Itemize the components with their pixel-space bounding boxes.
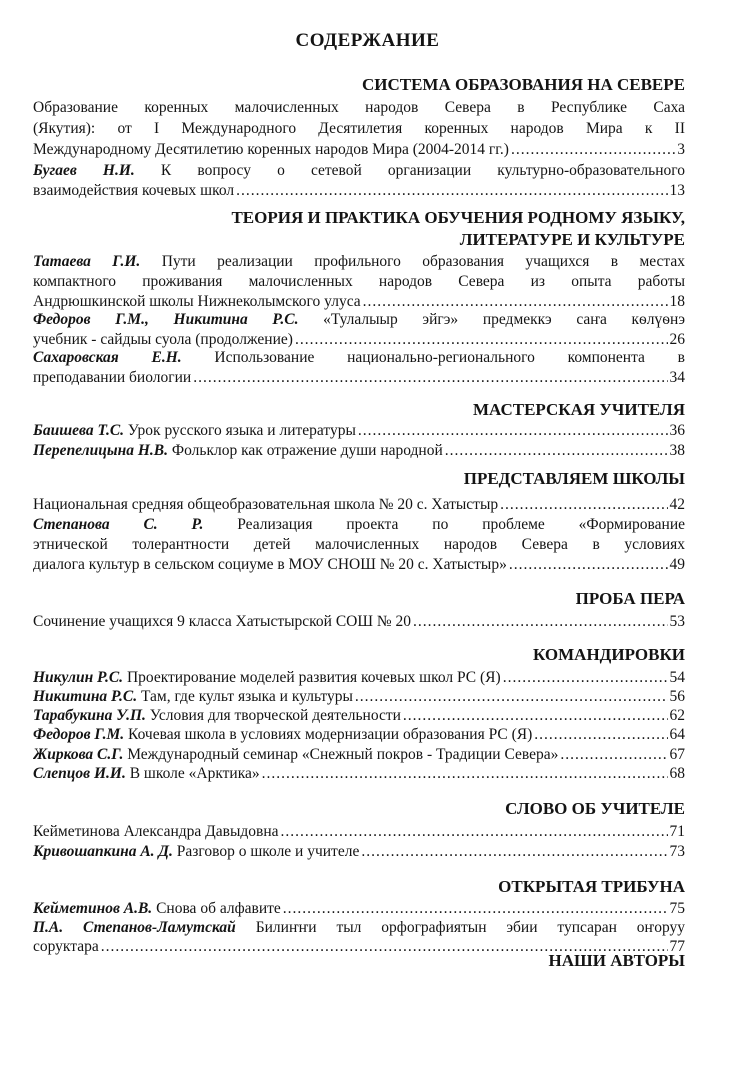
entry-text-wrap [33, 668, 501, 687]
entry-author: Федоров Г.М., Никитина Р.С. [33, 311, 299, 328]
entry-text: Образование коренных малочисленных народов Севера в Республике Саха [33, 99, 685, 116]
section-heading: СИСТЕМА ОБРАЗОВАНИЯ НА СЕВЕРЕ [361, 75, 685, 94]
entry-text-wrap [33, 181, 234, 200]
dot-leader [358, 421, 668, 440]
toc-entry-row [33, 668, 685, 687]
entry-author: Кейметинов А.В. [33, 900, 153, 917]
dot-leader [500, 495, 667, 514]
entry-text-wrap [33, 899, 281, 918]
section-heading: НАШИ АВТОРЫ [548, 951, 685, 970]
entry-author: Никулин Р.С. [33, 669, 124, 686]
entry-line [33, 310, 685, 329]
section-heading: ПРОБА ПЕРА [575, 589, 685, 608]
entry-text: Фольклор как отражение души народной [171, 442, 443, 459]
entry-text: «Тулалыыр эйгэ» предмеккэ саҥа кѳлүѳнэ [323, 311, 685, 328]
section-heading: ПРЕДСТАВЛЯЕМ ШКОЛЫ [463, 469, 685, 488]
page-number: 62 [669, 707, 685, 724]
page-number: 67 [669, 746, 685, 763]
dot-leader [363, 292, 668, 311]
entry-text: Кочевая школа в условиях модернизации образования РС (Я) [128, 726, 533, 743]
entry-author: Кривошапкина А. Д. [33, 843, 173, 860]
entry-text: Сочинение учащихся 9 класса Хатыстырской СОШ № 20 [33, 613, 412, 630]
entry-text: Национальная средняя общеобразовательная школа № 20 с. Хатыстыр [33, 496, 499, 513]
entry-text: Использование национально-регионального компонента в [214, 349, 685, 366]
entry-text: соруктара [33, 938, 99, 955]
toc-entry-row [33, 612, 685, 631]
entry-text: Снова об алфавите [156, 900, 281, 917]
entry-line [33, 161, 685, 180]
dot-leader [534, 725, 667, 744]
entry-text-wrap [33, 330, 293, 349]
page-number: 36 [669, 422, 685, 439]
entry-text-wrap [33, 495, 498, 514]
entry-author: П.А. Степанов-Ламутскай [33, 919, 236, 936]
entry-text: этнической толерантности детей малочисленных народов Севера в условиях [33, 536, 685, 553]
page-number: 13 [669, 182, 685, 199]
entry-text: компактного проживания малочисленных народов Севера из опыта работы [33, 273, 685, 290]
entry-author: Бугаев Н.И. [33, 162, 135, 179]
entry-author: Слепцов И.И. [33, 765, 126, 782]
toc-entry-row [33, 822, 685, 841]
entry-text-wrap [33, 745, 558, 764]
dot-leader [262, 764, 668, 783]
page-number: 56 [669, 688, 685, 705]
entry-text-wrap [33, 292, 361, 311]
entry-author: Татаева Г.И. [33, 253, 141, 270]
toc-entry-row [33, 725, 685, 744]
section-heading: МАСТЕРСКАЯ УЧИТЕЛЯ [472, 400, 685, 419]
dot-leader [413, 612, 667, 631]
toc-entry-row [33, 368, 685, 387]
toc-entry-row [33, 764, 685, 783]
entry-text-wrap [33, 764, 260, 783]
toc-entry-row [33, 899, 685, 918]
dot-leader [236, 181, 667, 200]
entry-text: преподавании биологии [33, 369, 192, 386]
entry-text-wrap [33, 140, 509, 159]
entry-text-wrap [33, 612, 411, 631]
entry-text: Кейметинова Александра Давыдовна [33, 823, 279, 840]
dot-leader [445, 441, 668, 460]
entry-text-wrap [33, 706, 401, 725]
dot-leader [403, 706, 668, 725]
entry-text: Там, где культ языка и культуры [140, 688, 353, 705]
section-heading: КОМАНДИРОВКИ [533, 645, 685, 664]
entry-line [33, 348, 685, 367]
entry-line [33, 535, 685, 554]
page-number: 75 [669, 900, 685, 917]
entry-text: Урок русского языка и литературы [127, 422, 356, 439]
entry-text: диалога культур в сельском социуме в МОУ СНОШ № 20 с. Хатыстыр» [33, 556, 507, 573]
entry-text: Реализация проекта по проблеме «Формирование [237, 516, 685, 533]
entry-author: Никитина Р.С. [33, 688, 138, 705]
dot-leader [283, 899, 668, 918]
toc-entry-row [33, 292, 685, 311]
entry-text: Международный семинар «Снежный покров - Традиции Севера» [127, 746, 559, 763]
dot-leader [295, 330, 668, 349]
entry-text-wrap [33, 441, 443, 460]
page-number: 68 [669, 765, 685, 782]
dot-leader [511, 140, 675, 159]
entry-line [33, 515, 685, 534]
page-number: 38 [669, 442, 685, 459]
toc-entry-row [33, 745, 685, 764]
entry-line [33, 272, 685, 291]
page-title: СОДЕРЖАНИЕ [295, 30, 440, 51]
entry-text: К вопросу о сетевой организации культурно-образовательного [160, 162, 685, 179]
entry-author: Тарабукина У.П. [33, 707, 146, 724]
entry-text: В школе «Арктика» [129, 765, 260, 782]
page-number: 3 [677, 141, 685, 158]
page-number: 49 [669, 556, 685, 573]
toc-entry-row [33, 421, 685, 440]
dot-leader [503, 668, 668, 687]
entry-author: Федоров Г.М. [33, 726, 125, 743]
entry-text-wrap [33, 555, 507, 574]
entry-text-wrap [33, 725, 532, 744]
entry-text-wrap [33, 937, 99, 956]
toc-entry-row [33, 441, 685, 460]
entry-author: Степанова С. Р. [33, 516, 204, 533]
entry-author: Баишева Т.С. [33, 422, 125, 439]
entry-text-wrap [33, 368, 191, 387]
dot-leader [281, 822, 668, 841]
entry-text-wrap [33, 687, 353, 706]
entry-text: (Якутия): от I Международного Десятилетия коренных народов Мира к II [33, 120, 685, 137]
entry-author: Сахаровская Е.Н. [33, 349, 182, 366]
entry-line [33, 252, 685, 271]
page-number: 26 [669, 331, 685, 348]
page-number: 18 [669, 293, 685, 310]
toc-entry-row [33, 181, 685, 200]
dot-leader [193, 368, 667, 387]
toc-entry-row [33, 555, 685, 574]
page-number: 34 [669, 369, 685, 386]
toc-entry-row [33, 495, 685, 514]
entry-line [33, 119, 685, 138]
toc-entry-row [33, 330, 685, 349]
page-number: 77 [669, 938, 685, 955]
entry-line [33, 918, 685, 937]
dot-leader [509, 555, 668, 574]
entry-line [33, 98, 685, 117]
entry-text: учебник - сайдыы суола (продолжение) [33, 331, 293, 348]
page-number: 64 [669, 726, 685, 743]
toc-entry-row [33, 687, 685, 706]
entry-author: Перепелицына Н.В. [33, 442, 169, 459]
section-heading: СЛОВО ОБ УЧИТЕЛЕ [505, 799, 685, 818]
dot-leader [361, 842, 667, 861]
entry-text: Андрюшкинской школы Нижнеколымского улуса [33, 293, 361, 310]
toc-entry-row [33, 842, 685, 861]
section-heading: ТЕОРИЯ И ПРАКТИКА ОБУЧЕНИЯ РОДНОМУ ЯЗЫКУ, [231, 208, 685, 227]
entry-text: Проектирование моделей развития кочевых школ РС (Я) [126, 669, 501, 686]
entry-author: Жиркова С.Г. [33, 746, 124, 763]
entry-text: взаимодействия кочевых школ [33, 182, 235, 199]
entry-text: Билиҥҥи тыл орфографиятын эбии тупсаран оҥоруу [255, 919, 685, 936]
entry-text: Разговор о школе и учителе [176, 843, 360, 860]
entry-text-wrap [33, 421, 356, 440]
toc-entry-row [33, 706, 685, 725]
dot-leader [355, 687, 668, 706]
entry-text-wrap [33, 842, 359, 861]
page-number: 73 [669, 843, 685, 860]
entry-text: Международному Десятилетию коренных народов Мира (2004-2014 гг.) [33, 141, 509, 158]
section-heading-continued: ЛИТЕРАТУРЕ И КУЛЬТУРЕ [459, 230, 685, 249]
page-number: 53 [669, 613, 685, 630]
section-heading: ОТКРЫТАЯ ТРИБУНА [498, 877, 685, 896]
entry-text-wrap [33, 822, 279, 841]
page-number: 42 [669, 496, 685, 513]
entry-text: Пути реализации профильного образования учащихся в местах [161, 253, 685, 270]
toc-entry-row [33, 140, 685, 159]
dot-leader [560, 745, 667, 764]
page-number: 71 [669, 823, 685, 840]
page-number: 54 [669, 669, 685, 686]
entry-text: Условия для творческой деятельности [149, 707, 401, 724]
